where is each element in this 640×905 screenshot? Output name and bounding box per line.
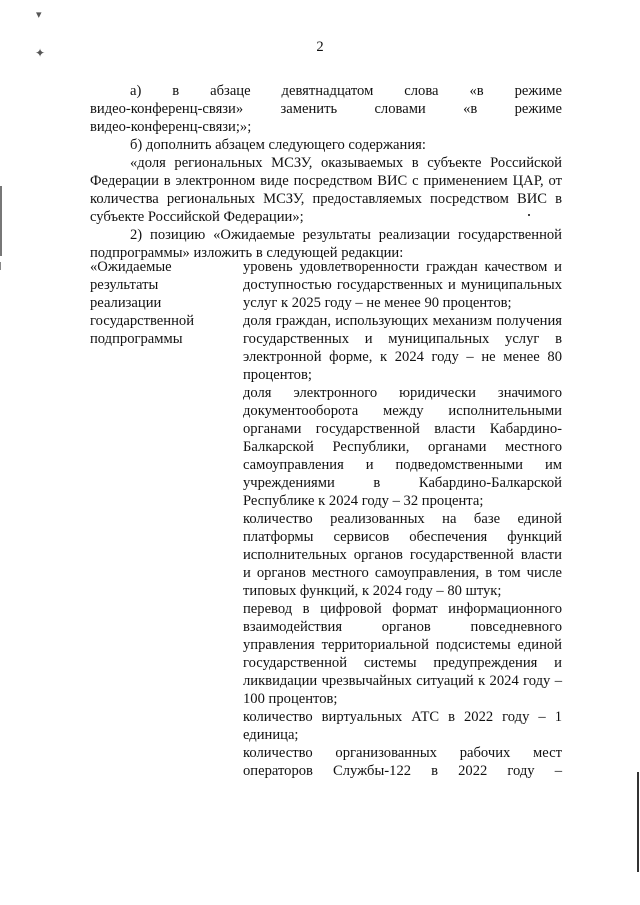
- list-item: количество виртуальных АТС в 2022 году – 1 единица;: [243, 709, 562, 743]
- list-item: количество реализованных на базе единой платформы сервисов обеспечения функций исполнительных органов государственной власти и органов местного самоуправления, в том числе типовых функций, к 2024 году – 80 штук;: [243, 511, 562, 599]
- scan-mark-icon: ✦: [35, 46, 46, 60]
- paragraph-a-line: а) в абзаце девятнадцатом слова «в режиме: [130, 83, 562, 99]
- scan-mark-icon: ▾: [36, 8, 42, 21]
- paragraph-a-line: видео-конференц-связи;»;: [90, 119, 252, 135]
- paragraph-2: 2) позицию «Ожидаемые результаты реализации государственной подпрограммы» изложить в следующей редакции:: [90, 227, 562, 261]
- table-label-line: реализации: [90, 295, 162, 311]
- paragraph-b: б) дополнить абзацем следующего содержания:: [130, 137, 426, 153]
- scan-edge-mark: [0, 186, 2, 256]
- table-label-line: результаты: [90, 277, 159, 293]
- page-number: 2: [316, 39, 324, 55]
- table-label-line: государственной: [90, 313, 195, 329]
- table-label-line: «Ожидаемые: [90, 259, 172, 275]
- document-body: [90, 82, 562, 262]
- paragraph-a-line: видео-конференц-связи» заменить словами «в режиме: [90, 101, 562, 117]
- scan-edge-mark: [0, 262, 1, 270]
- table-label-cell: [90, 258, 220, 348]
- list-item: доля граждан, использующих механизм получения государственных и муниципальных услуг в электронной форме, к 2024 году – не менее 80 процентов;: [243, 313, 562, 383]
- table-label-line: подпрограммы: [90, 331, 183, 347]
- list-item: уровень удовлетворенности граждан качеством и доступностью государственных и муниципальных услуг к 2025 году – не менее 90 процентов;: [243, 259, 562, 311]
- scan-edge-mark: [637, 772, 639, 872]
- list-item: количество организованных рабочих мест операторов Службы-122 в 2022 году –: [243, 745, 562, 779]
- table-items-cell: [243, 258, 562, 780]
- list-item: доля электронного юридически значимого документооборота между исполнительными органами государственной власти Кабардино-Балкарской Республики, органами местного самоуправления и подведомственными им учреждениями в Кабардино-Балкарской Республике к 2024 году – 32 процента;: [243, 385, 562, 509]
- paragraph-quote: «доля региональных МСЗУ, оказываемых в субъекте Российской Федерации в электронном виде посредством ВИС с применением ЦАР, от количества региональных МСЗУ, предоставляемых посредством ВИС в субъекте Российской Федерации»;: [90, 155, 562, 225]
- list-item: перевод в цифровой формат информационного взаимодействия органов повседневного управления территориальной подсистемы единой государственной системы предупреждения и ликвидации чрезвычайных ситуаций к 2024 году – 100 процентов;: [243, 601, 562, 707]
